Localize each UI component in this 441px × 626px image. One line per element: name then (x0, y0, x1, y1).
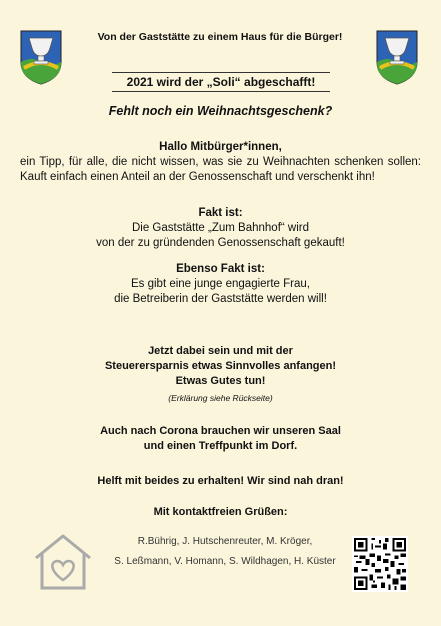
cta-line: Etwas Gutes tun! (175, 375, 266, 387)
explanation-note: (Erklärung siehe Rückseite) (168, 393, 273, 403)
help-text: Helft mit beides zu erhalten! Wir sind nah dran! (97, 475, 344, 487)
intro-paragraph: ein Tipp, für alle, die nicht wissen, was sie zu Weihnachten schenken sollen: Kauft einfach einen Anteil an der Genossenschaft und verschenkt ihn! (20, 156, 421, 183)
greeting: Hallo Mitbürger*innen, (159, 141, 282, 153)
signatories (90, 532, 360, 572)
closing-greeting: Mit kontaktfreien Grüßen: (153, 506, 288, 518)
fact2-text (20, 277, 421, 307)
names-line: S. Leßmann, V. Homann, S. Wildhagen, H. Küster (114, 556, 336, 567)
page-title: Von der Gaststätte zu einem Haus für die Bürger! (97, 31, 343, 43)
corona-line: und einen Treffpunkt im Dorf. (143, 440, 298, 452)
names-line: R.Bührig, J. Hutschenreuter, M. Kröger, (137, 536, 313, 547)
fact2-heading: Ebenso Fakt ist: (176, 263, 265, 275)
fact2-line: Es gibt eine junge engagierte Frau, (130, 278, 310, 290)
qr-code-icon[interactable] (352, 536, 408, 592)
cta-line: Jetzt dabei sein und mit der (148, 345, 293, 357)
cta-line: Steuerersparnis etwas Sinnvolles anfangen! (104, 360, 337, 372)
house-heart-icon (30, 528, 96, 594)
corona-text (20, 424, 421, 454)
fact2-line: die Betreiberin der Gaststätte werden will! (114, 293, 327, 305)
headline: 2021 wird der „Soli“ abgeschafft! (112, 72, 330, 92)
question-heading: Fehlt noch ein Weihnachtsgeschenk? (108, 104, 333, 118)
corona-line: Auch nach Corona brauchen wir unseren Saal (100, 425, 341, 437)
coat-of-arms-icon (18, 28, 64, 86)
fact1-heading: Fakt ist: (198, 207, 243, 219)
call-to-action (20, 344, 421, 389)
fact1-line: von der zu gründenden Genossenschaft gekauft! (96, 237, 345, 249)
fact1-line: Die Gaststätte „Zum Bahnhof“ wird (131, 222, 310, 234)
coat-of-arms-icon (374, 28, 420, 86)
fact1-text (20, 221, 421, 251)
